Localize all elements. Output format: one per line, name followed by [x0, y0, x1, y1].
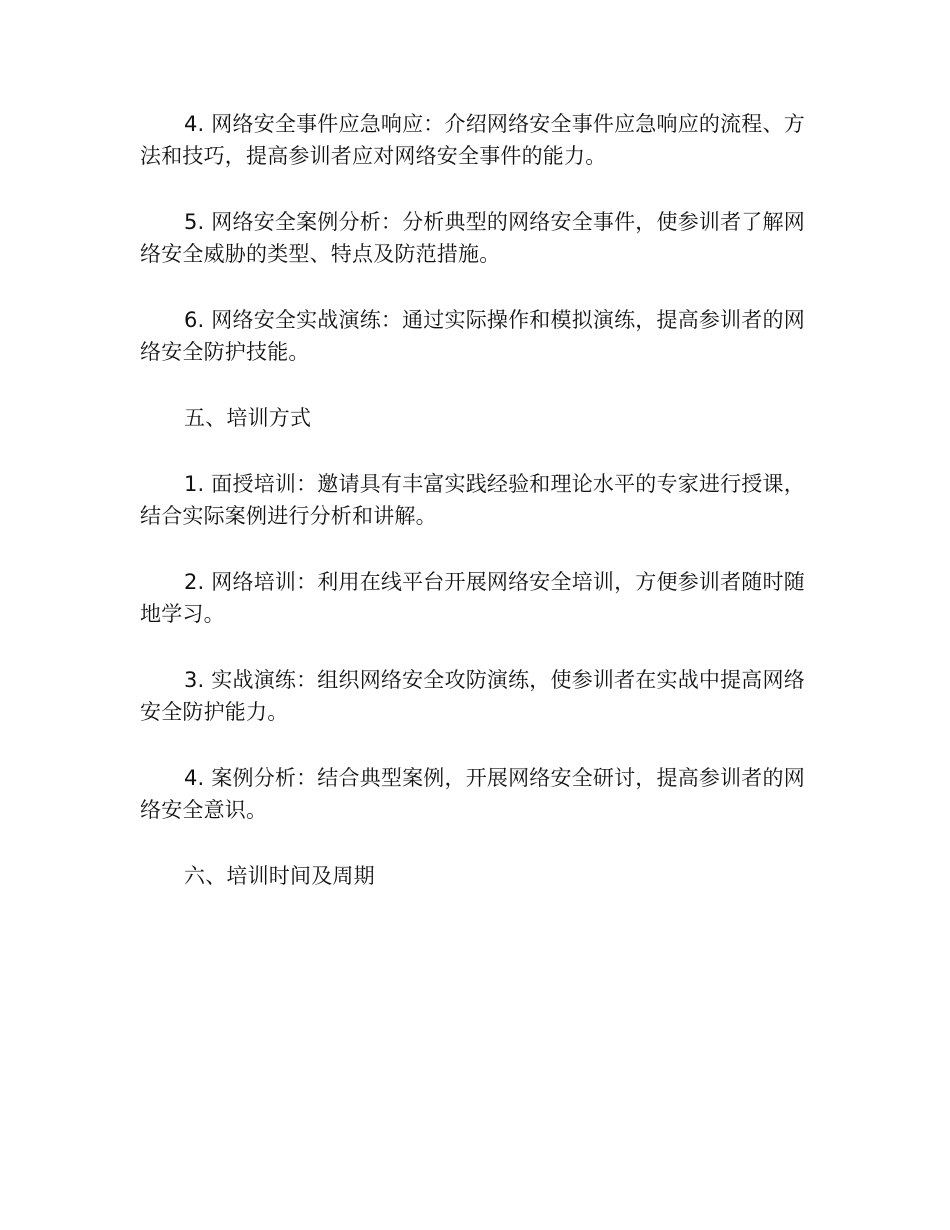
paragraph-incident-response: 4. 网络安全事件应急响应：介绍网络安全事件应急响应的流程、方法和技巧，提高参训者应对网络安全事件的能力。 [140, 112, 805, 168]
paragraph-face-to-face-training: 1. 面授培训：邀请具有丰富实践经验和理论水平的专家进行授课，结合实际案例进行分析和讲解。 [140, 472, 805, 528]
paragraph-case-analysis: 5. 网络安全案例分析：分析典型的网络安全事件，使参训者了解网络安全威胁的类型、特点及防范措施。 [140, 210, 805, 266]
document-body [140, 108, 810, 892]
section-heading-training-methods: 五、培训方式 [184, 406, 312, 430]
paragraph-online-training: 2. 网络培训：利用在线平台开展网络安全培训，方便参训者随时随地学习。 [140, 570, 805, 626]
section-heading-training-schedule: 六、培训时间及周期 [184, 864, 375, 888]
paragraph-case-study: 4. 案例分析：结合典型案例，开展网络安全研讨，提高参训者的网络安全意识。 [140, 766, 805, 822]
paragraph-practical-drill: 6. 网络安全实战演练：通过实际操作和模拟演练，提高参训者的网络安全防护技能。 [140, 308, 805, 364]
paragraph-attack-defense-drill: 3. 实战演练：组织网络安全攻防演练，使参训者在实战中提高网络安全防护能力。 [140, 668, 805, 724]
